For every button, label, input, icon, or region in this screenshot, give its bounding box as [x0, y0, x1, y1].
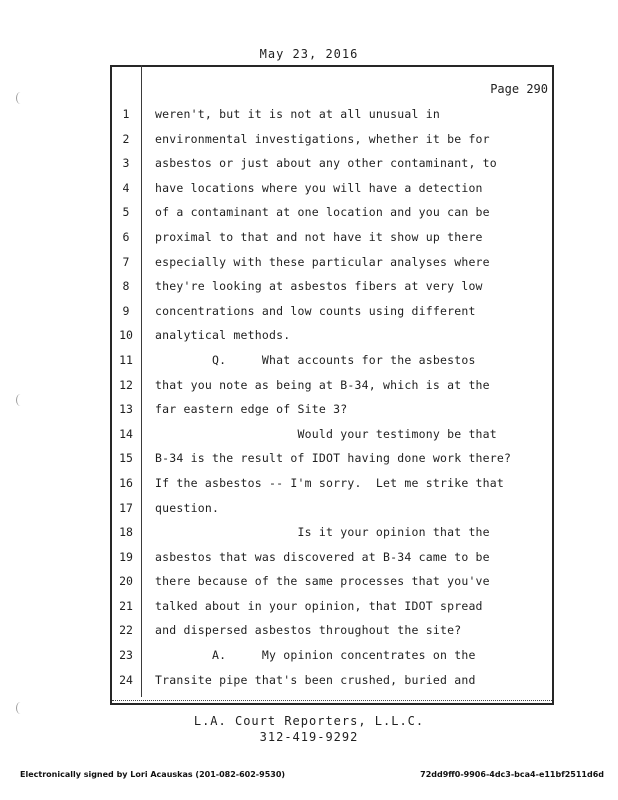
transcript-line	[110, 300, 550, 325]
transcript-line	[110, 423, 550, 448]
line-text: have locations where you will have a detection	[155, 180, 483, 195]
line-number: 7	[122, 254, 130, 269]
line-text: asbestos or just about any other contaminant, to	[155, 156, 497, 171]
transcript-line	[110, 546, 550, 571]
line-number: 9	[122, 303, 130, 318]
line-number: 15	[119, 451, 133, 466]
line-text: Transite pipe that's been crushed, buried and	[155, 672, 476, 687]
line-number: 13	[119, 402, 133, 417]
line-number: 22	[119, 623, 133, 638]
line-number: 1	[122, 107, 130, 121]
line-number: 18	[119, 525, 133, 540]
line-number: 17	[119, 500, 133, 515]
bottom-rule	[112, 700, 552, 701]
line-text: talked about in your opinion, that IDOT spread	[155, 598, 483, 613]
line-text: A. My opinion concentrates on the	[155, 648, 476, 663]
line-text: asbestos that was discovered at B-34 came to be	[155, 549, 490, 564]
transcript-line	[110, 497, 550, 522]
line-number: 10	[119, 328, 133, 343]
line-text: If the asbestos -- I'm sorry. Let me strike that	[155, 475, 505, 490]
deposition-date: May 23, 2016	[259, 47, 359, 61]
electronic-signature: Electronically signed by Lori Acauskas (201-082-602-9530)	[20, 770, 286, 779]
transcript-line	[110, 595, 550, 620]
punch-hole-mark-icon	[16, 702, 25, 714]
line-number: 2	[122, 131, 130, 146]
transcript-line	[110, 521, 550, 546]
transcript-line	[110, 570, 550, 595]
transcript-line	[110, 324, 550, 349]
transcript-line	[110, 128, 550, 153]
line-text: that you note as being at B-34, which is at the	[155, 377, 490, 392]
transcript-line	[110, 201, 550, 226]
line-number: 16	[119, 475, 133, 490]
line-text: Is it your opinion that the	[155, 525, 490, 540]
transcript-line	[110, 398, 550, 423]
transcript-line	[110, 447, 550, 472]
line-number: 6	[122, 229, 130, 244]
line-number: 19	[119, 549, 133, 564]
line-text: analytical methods.	[155, 328, 291, 343]
transcript-line	[110, 669, 550, 694]
line-number: 24	[119, 672, 133, 687]
transcript-line	[110, 472, 550, 497]
line-number: 14	[119, 426, 133, 441]
line-number: 20	[119, 574, 133, 589]
transcript-line	[110, 275, 550, 300]
line-number: 23	[119, 648, 133, 663]
line-text: there because of the same processes that you've	[155, 574, 490, 589]
line-number: 8	[122, 279, 130, 294]
court-reporter-phone: 312-419-9292	[259, 730, 359, 744]
transcript-line	[110, 103, 550, 128]
line-text: and dispersed asbestos throughout the site?	[155, 623, 462, 638]
page-number: Page 290	[490, 82, 548, 96]
line-text: concentrations and low counts using different	[155, 303, 476, 318]
line-number: 12	[119, 377, 133, 392]
line-text: far eastern edge of Site 3?	[155, 402, 348, 417]
line-number: 4	[122, 180, 130, 195]
line-text: question.	[155, 500, 220, 515]
punch-hole-mark-icon	[16, 394, 25, 406]
punch-hole-mark-icon	[16, 92, 25, 104]
court-reporter-name: L.A. Court Reporters, L.L.C.	[193, 714, 425, 728]
line-text: proximal to that and not have it show up there	[155, 229, 483, 244]
transcript-line	[110, 226, 550, 251]
line-number: 5	[122, 205, 130, 220]
transcript-lines	[110, 103, 550, 693]
line-text: Would your testimony be that	[155, 426, 497, 441]
transcript-line	[110, 152, 550, 177]
transcript-line	[110, 644, 550, 669]
transcript-line	[110, 374, 550, 399]
line-text: they're looking at asbestos fibers at very low	[155, 279, 483, 294]
document-hash: 72dd9ff0-9906-4dc3-bca4-e11bf2511d6d	[420, 770, 604, 779]
transcript-line	[110, 349, 550, 374]
line-text: weren't, but it is not at all unusual in	[155, 107, 440, 121]
line-number: 21	[119, 598, 133, 613]
transcript-line	[110, 177, 550, 202]
line-text: of a contaminant at one location and you can be	[155, 205, 490, 220]
line-text: environmental investigations, whether it be for	[155, 131, 490, 146]
line-text: especially with these particular analyses where	[155, 254, 490, 269]
line-number: 3	[122, 156, 130, 171]
transcript-line	[110, 251, 550, 276]
line-number: 11	[119, 352, 133, 367]
transcript-line	[110, 619, 550, 644]
line-text: Q. What accounts for the asbestos	[155, 352, 476, 367]
line-text: B-34 is the result of IDOT having done work there?	[155, 451, 512, 466]
